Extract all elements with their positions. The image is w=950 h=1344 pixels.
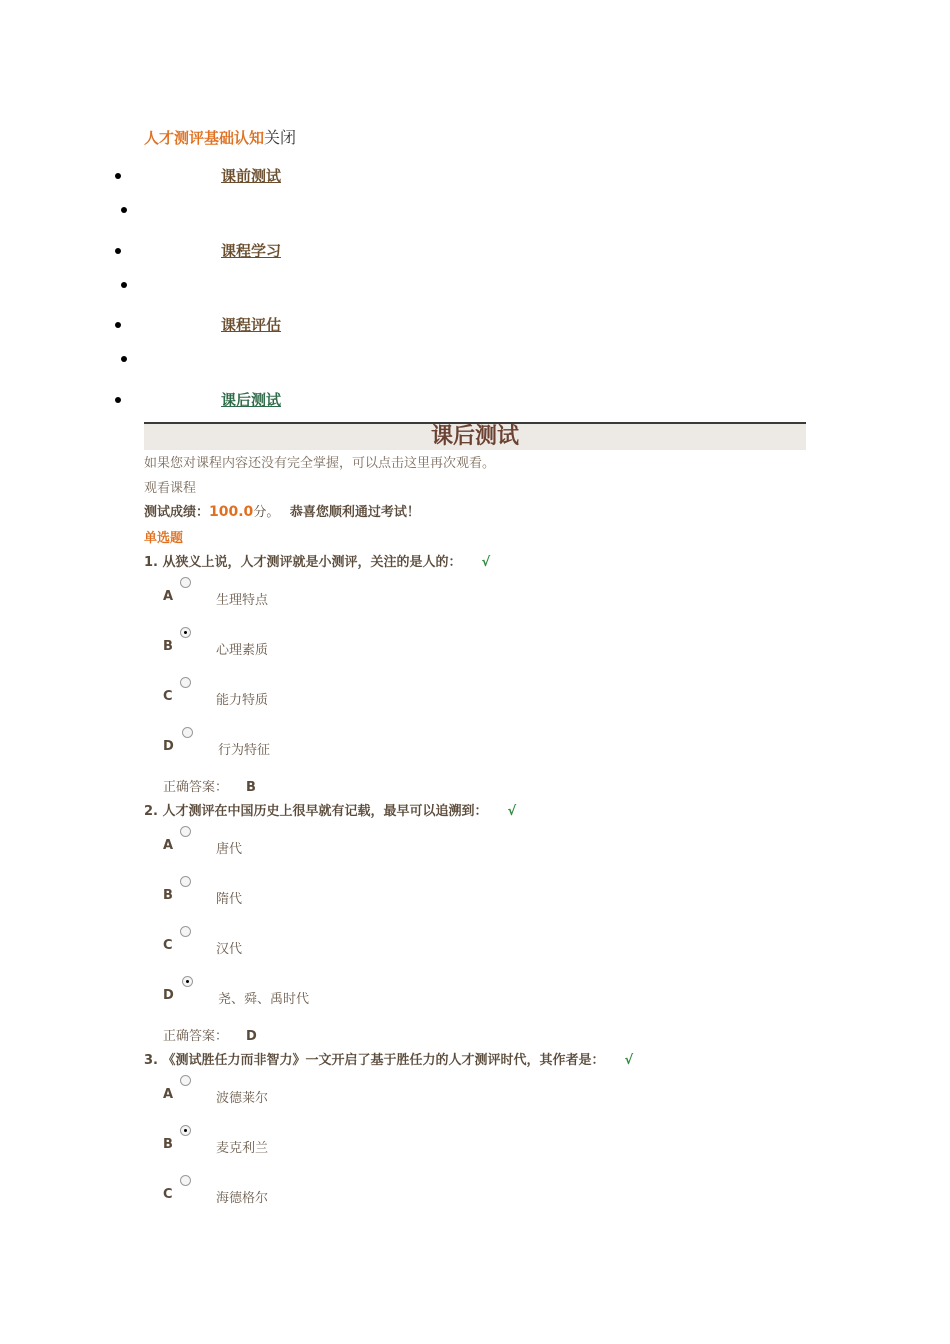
option-text: 行为特征: [218, 743, 271, 758]
option-text: 唐代: [216, 842, 243, 857]
option-radio[interactable]: [180, 577, 191, 588]
bullet-icon: [121, 356, 127, 362]
option-radio[interactable]: [180, 1125, 191, 1136]
score-label: 测试成绩：: [144, 505, 210, 520]
option-letter: B: [163, 888, 173, 903]
option-letter: D: [163, 988, 174, 1003]
correct-answer: [163, 1025, 257, 1044]
answer-label: 正确答案：: [163, 780, 229, 795]
option-letter: D: [163, 739, 174, 754]
section-header: [144, 422, 806, 450]
score-value: 100.0: [209, 504, 254, 520]
question-number: 2.: [144, 804, 158, 819]
option-radio[interactable]: [182, 976, 193, 987]
option-radio[interactable]: [180, 826, 191, 837]
answer-value: B: [246, 780, 256, 795]
question-1: [144, 551, 490, 570]
option-radio[interactable]: [180, 876, 191, 887]
option-letter: A: [163, 1087, 174, 1102]
option-radio[interactable]: [180, 926, 191, 937]
question-2: [144, 800, 516, 819]
option-radio[interactable]: [182, 727, 193, 738]
nav-post-test[interactable]: 课后测试: [221, 391, 282, 409]
correct-check-icon: √: [507, 804, 517, 819]
correct-check-icon: √: [624, 1053, 634, 1068]
score-message: 恭喜您顺利通过考试！: [289, 505, 420, 520]
watch-course-link[interactable]: 观看课程: [144, 481, 197, 496]
question-type: 单选题: [144, 531, 184, 546]
option-letter: A: [163, 838, 174, 853]
option-radio[interactable]: [180, 677, 191, 688]
bullet-icon: [115, 397, 121, 403]
question-number: 3.: [144, 1053, 158, 1068]
correct-check-icon: √: [481, 555, 491, 570]
answer-label: 正确答案：: [163, 1029, 229, 1044]
score-unit: 分。: [253, 505, 280, 520]
nav-course-evaluation[interactable]: 课程评估: [221, 316, 282, 334]
bullet-icon: [121, 207, 127, 213]
bullet-icon: [121, 282, 127, 288]
course-title-bar: [144, 125, 296, 148]
option-text: 隋代: [216, 892, 243, 907]
option-letter: B: [163, 639, 173, 654]
option-letter: C: [163, 938, 173, 953]
option-radio[interactable]: [180, 1175, 191, 1186]
option-text: 能力特质: [216, 693, 269, 708]
option-letter: B: [163, 1137, 173, 1152]
option-radio[interactable]: [180, 1075, 191, 1086]
bullet-icon: [115, 322, 121, 328]
option-radio[interactable]: [180, 627, 191, 638]
review-hint: 如果您对课程内容还没有完全掌握，可以点击这里再次观看。: [144, 456, 496, 471]
section-title: 课后测试: [430, 424, 519, 449]
nav-course-study[interactable]: 课程学习: [221, 242, 282, 260]
question-text: 从狭义上说，人才测评就是小测评，关注的是人的：: [162, 555, 462, 570]
option-text: 汉代: [216, 942, 243, 957]
question-number: 1.: [144, 555, 158, 570]
answer-value: D: [246, 1029, 257, 1044]
option-text: 麦克利兰: [216, 1141, 269, 1156]
correct-answer: [163, 776, 256, 795]
nav-pre-test[interactable]: 课前测试: [221, 167, 282, 185]
question-text: 人才测评在中国历史上很早就有记载，最早可以追溯到：: [162, 804, 488, 819]
course-name: 人才测评基础认知: [144, 129, 265, 147]
close-link[interactable]: 关闭: [264, 128, 297, 147]
bullet-icon: [115, 173, 121, 179]
option-letter: C: [163, 1187, 173, 1202]
question-text: 《测试胜任力而非智力》一文开启了基于胜任力的人才测评时代，其作者是：: [162, 1053, 605, 1068]
option-text: 尧、舜、禹时代: [218, 992, 310, 1007]
option-letter: A: [163, 589, 174, 604]
option-text: 海德格尔: [216, 1191, 269, 1206]
option-letter: C: [163, 689, 173, 704]
score-line: [144, 501, 420, 520]
bullet-icon: [115, 248, 121, 254]
option-text: 波德莱尔: [216, 1091, 269, 1106]
question-3: [144, 1049, 633, 1068]
option-text: 心理素质: [216, 643, 269, 658]
option-text: 生理特点: [216, 593, 269, 608]
